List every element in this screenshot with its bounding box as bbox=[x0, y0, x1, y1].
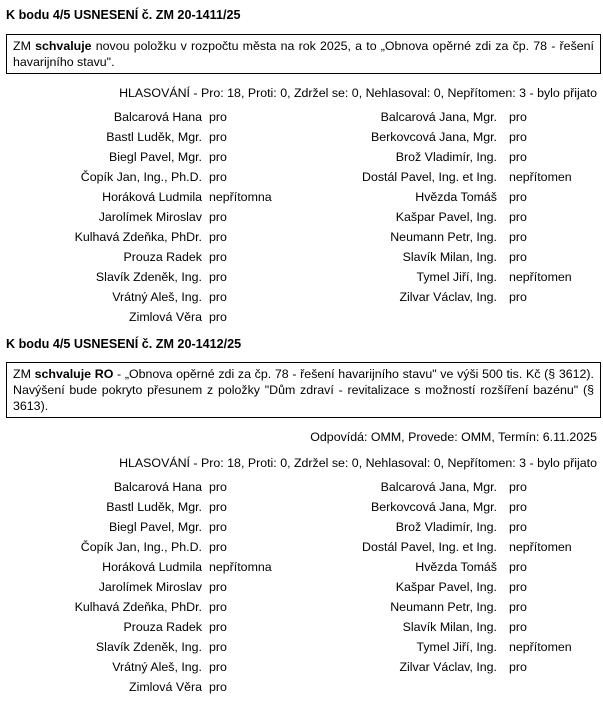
member-vote: pro bbox=[209, 620, 227, 634]
member-vote: pro bbox=[509, 230, 527, 244]
member-name: Zimlová Věra bbox=[129, 680, 202, 694]
member-name: Balcarová Jana, Mgr. bbox=[380, 110, 497, 124]
member-vote: pro bbox=[209, 150, 227, 164]
member-name: Slavík Milan, Ing. bbox=[402, 250, 497, 264]
vote-summary: HLASOVÁNÍ - Pro: 18, Proti: 0, Zdržel se: 0, Nehlasoval: 0, Nepřítomen: 3 - bylo přijato bbox=[119, 86, 597, 100]
member-vote: nepřítomen bbox=[509, 170, 572, 184]
member-vote: nepřítomen bbox=[509, 540, 572, 554]
vote-row bbox=[0, 110, 603, 130]
member-vote: pro bbox=[209, 110, 227, 124]
member-name: Zilvar Václav, Ing. bbox=[399, 290, 497, 304]
resolution-text-box bbox=[6, 34, 601, 74]
member-vote: pro bbox=[509, 130, 527, 144]
member-name: Horáková Ludmila bbox=[102, 190, 202, 204]
member-vote: pro bbox=[509, 250, 527, 264]
vote-row bbox=[0, 310, 603, 330]
vote-row bbox=[0, 560, 603, 580]
member-vote: nepřítomna bbox=[209, 190, 272, 204]
member-vote: pro bbox=[209, 480, 227, 494]
member-name: Bastl Luděk, Mgr. bbox=[106, 130, 202, 144]
member-vote: pro bbox=[209, 500, 227, 514]
member-name: Balcarová Hana bbox=[113, 110, 202, 124]
vote-row bbox=[0, 680, 603, 700]
member-vote: pro bbox=[509, 480, 527, 494]
member-name: Kulhavá Zdeňka, PhDr. bbox=[74, 600, 202, 614]
member-vote: nepřítomen bbox=[509, 640, 572, 654]
member-name: Balcarová Jana, Mgr. bbox=[380, 480, 497, 494]
member-name: Balcarová Hana bbox=[113, 480, 202, 494]
member-name: Jarolímek Miroslav bbox=[98, 210, 202, 224]
member-name: Čopík Jan, Ing., Ph.D. bbox=[80, 170, 202, 184]
resolution-heading: K bodu 4/5 USNESENÍ č. ZM 20-1411/25 bbox=[6, 8, 241, 22]
vote-row bbox=[0, 250, 603, 270]
resolution-verb: schvaluje bbox=[35, 39, 92, 53]
responsibility-line: Odpovídá: OMM, Provede: OMM, Termín: 6.11.2025 bbox=[310, 430, 597, 444]
member-name: Kašpar Pavel, Ing. bbox=[395, 580, 497, 594]
resolution-text: novou položku v rozpočtu města na rok 2025, a to „Obnova opěrné zdi za čp. 78 - řešení havarijního stavu". bbox=[13, 39, 594, 69]
member-name: Vrátný Aleš, Ing. bbox=[112, 660, 202, 674]
member-vote: pro bbox=[509, 560, 527, 574]
vote-row bbox=[0, 130, 603, 150]
vote-row bbox=[0, 270, 603, 290]
member-name: Neumann Petr, Ing. bbox=[390, 230, 497, 244]
vote-row bbox=[0, 540, 603, 560]
resolution-text: - „Obnova opěrné zdi za čp. 78 - řešení havarijního stavu" ve výši 500 tis. Kč (§ 3612). Navýšení bude pokryto přesunem z položky "Dům zdraví - revitalizace s možností rozšíření bazénu" (§ 3613). bbox=[13, 367, 594, 413]
vote-row bbox=[0, 660, 603, 680]
vote-row bbox=[0, 640, 603, 660]
member-name: Slavík Zdeněk, Ing. bbox=[95, 270, 202, 284]
member-name: Dostál Pavel, Ing. et Ing. bbox=[362, 540, 497, 554]
member-vote: pro bbox=[509, 600, 527, 614]
member-vote: pro bbox=[209, 250, 227, 264]
member-vote: pro bbox=[509, 620, 527, 634]
member-vote: pro bbox=[509, 150, 527, 164]
vote-row bbox=[0, 190, 603, 210]
member-name: Zimlová Věra bbox=[129, 310, 202, 324]
member-name: Brož Vladimír, Ing. bbox=[395, 520, 497, 534]
member-name: Slavík Zdeněk, Ing. bbox=[95, 640, 202, 654]
member-name: Prouza Radek bbox=[123, 620, 202, 634]
member-name: Biegl Pavel, Mgr. bbox=[109, 150, 202, 164]
member-vote: pro bbox=[209, 600, 227, 614]
vote-row bbox=[0, 230, 603, 250]
vote-row bbox=[0, 600, 603, 620]
member-vote: pro bbox=[209, 520, 227, 534]
member-vote: pro bbox=[509, 290, 527, 304]
member-vote: pro bbox=[509, 110, 527, 124]
member-vote: pro bbox=[209, 580, 227, 594]
member-vote: pro bbox=[509, 210, 527, 224]
resolution-heading: K bodu 4/5 USNESENÍ č. ZM 20-1412/25 bbox=[6, 337, 242, 351]
vote-row bbox=[0, 620, 603, 640]
member-name: Vrátný Aleš, Ing. bbox=[112, 290, 202, 304]
member-vote: pro bbox=[209, 170, 227, 184]
member-name: Zilvar Václav, Ing. bbox=[399, 660, 497, 674]
vote-row bbox=[0, 520, 603, 540]
member-name: Biegl Pavel, Mgr. bbox=[109, 520, 202, 534]
member-vote: pro bbox=[209, 230, 227, 244]
resolution-text-prefix: ZM bbox=[13, 39, 36, 53]
member-vote: pro bbox=[509, 580, 527, 594]
member-vote: pro bbox=[209, 310, 227, 324]
vote-row bbox=[0, 480, 603, 500]
resolution-text-box bbox=[6, 362, 601, 418]
member-name: Tymel Jiří, Ing. bbox=[416, 270, 497, 284]
vote-summary: HLASOVÁNÍ - Pro: 18, Proti: 0, Zdržel se: 0, Nehlasoval: 0, Nepřítomen: 3 - bylo přijato bbox=[119, 456, 597, 470]
member-vote: pro bbox=[509, 190, 527, 204]
member-vote: nepřítomna bbox=[209, 560, 272, 574]
member-name: Neumann Petr, Ing. bbox=[390, 600, 497, 614]
member-name: Kulhavá Zdeňka, PhDr. bbox=[74, 230, 202, 244]
resolution-text-prefix: ZM bbox=[13, 367, 35, 381]
member-vote: pro bbox=[209, 640, 227, 654]
vote-row bbox=[0, 150, 603, 170]
member-vote: nepřítomen bbox=[509, 270, 572, 284]
member-name: Hvězda Tomáš bbox=[415, 190, 497, 204]
member-name: Brož Vladimír, Ing. bbox=[395, 150, 497, 164]
member-name: Dostál Pavel, Ing. et Ing. bbox=[362, 170, 497, 184]
vote-row bbox=[0, 210, 603, 230]
member-name: Prouza Radek bbox=[123, 250, 202, 264]
member-name: Tymel Jiří, Ing. bbox=[416, 640, 497, 654]
member-vote: pro bbox=[209, 680, 227, 694]
resolution-verb: schvaluje RO bbox=[34, 367, 114, 381]
member-vote: pro bbox=[509, 500, 527, 514]
member-name: Jarolímek Miroslav bbox=[98, 580, 202, 594]
vote-row bbox=[0, 290, 603, 310]
vote-row bbox=[0, 580, 603, 600]
member-name: Horáková Ludmila bbox=[102, 560, 202, 574]
member-vote: pro bbox=[209, 270, 227, 284]
member-vote: pro bbox=[209, 210, 227, 224]
member-name: Bastl Luděk, Mgr. bbox=[106, 500, 202, 514]
member-name: Berkovcová Jana, Mgr. bbox=[370, 130, 497, 144]
member-name: Čopík Jan, Ing., Ph.D. bbox=[80, 540, 202, 554]
member-vote: pro bbox=[509, 660, 527, 674]
member-vote: pro bbox=[209, 540, 227, 554]
vote-row bbox=[0, 170, 603, 190]
member-name: Kašpar Pavel, Ing. bbox=[395, 210, 497, 224]
member-vote: pro bbox=[209, 130, 227, 144]
vote-row bbox=[0, 500, 603, 520]
member-name: Slavík Milan, Ing. bbox=[402, 620, 497, 634]
member-name: Berkovcová Jana, Mgr. bbox=[370, 500, 497, 514]
member-name: Hvězda Tomáš bbox=[415, 560, 497, 574]
member-vote: pro bbox=[209, 660, 227, 674]
member-vote: pro bbox=[209, 290, 227, 304]
member-vote: pro bbox=[509, 520, 527, 534]
